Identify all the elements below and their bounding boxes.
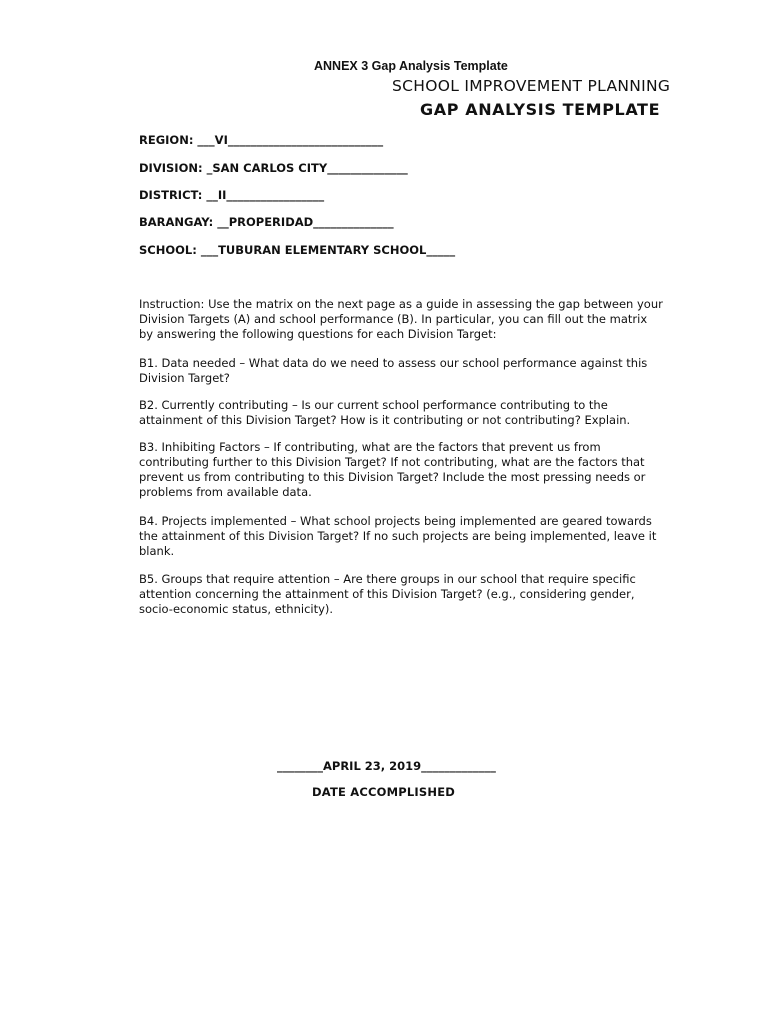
school-field: SCHOOL: ___TUBURAN ELEMENTARY SCHOOL_____: [139, 243, 456, 257]
region-field: REGION: ___VI___________________________: [139, 133, 384, 147]
date-accomplished-label: DATE ACCOMPLISHED: [312, 785, 456, 799]
date-accomplished-value: ________APRIL 23, 2019_____________: [277, 759, 496, 773]
district-field: DISTRICT: __II_________________: [139, 188, 325, 202]
barangay-field: BARANGAY: __PROPERIDAD______________: [139, 215, 394, 229]
annex-label: ANNEX 3 Gap Analysis Template: [314, 59, 508, 73]
instruction-b3: B3. Inhibiting Factors – If contributing, what are the factors that prevent us from contributing further to this Division Target? If not contributing, what are the factors that prevent us from contributing to this Division Target? Include the most pressing needs or problems from available data.: [139, 440, 646, 499]
instruction-b4: B4. Projects implemented – What school projects being implemented are geared towards the attainment of this Division Target? If no such projects are being implemented, leave it blank.: [139, 514, 657, 558]
instruction-b5: B5. Groups that require attention – Are there groups in our school that require specific attention concerning the attainment of this Division Target? (e.g., considering gender, socio-economic status, ethnicity).: [139, 572, 636, 616]
document-title: SCHOOL IMPROVEMENT PLANNING: [392, 77, 671, 95]
instruction-paragraph: Instruction: Use the matrix on the next page as a guide in assessing the gap between your Division Targets (A) and school performance (B). In particular, you can fill out the matrix by answering the following questions for each Division Target:: [139, 297, 663, 341]
instruction-b1: B1. Data needed – What data do we need to assess our school performance against this Division Target?: [139, 356, 648, 385]
instruction-b2: B2. Currently contributing – Is our current school performance contributing to the attainment of this Division Target? How is it contributing or not contributing? Explain.: [139, 398, 631, 427]
document-subtitle: GAP ANALYSIS TEMPLATE: [420, 100, 661, 119]
division-field: DIVISION: _SAN CARLOS CITY______________: [139, 161, 408, 175]
